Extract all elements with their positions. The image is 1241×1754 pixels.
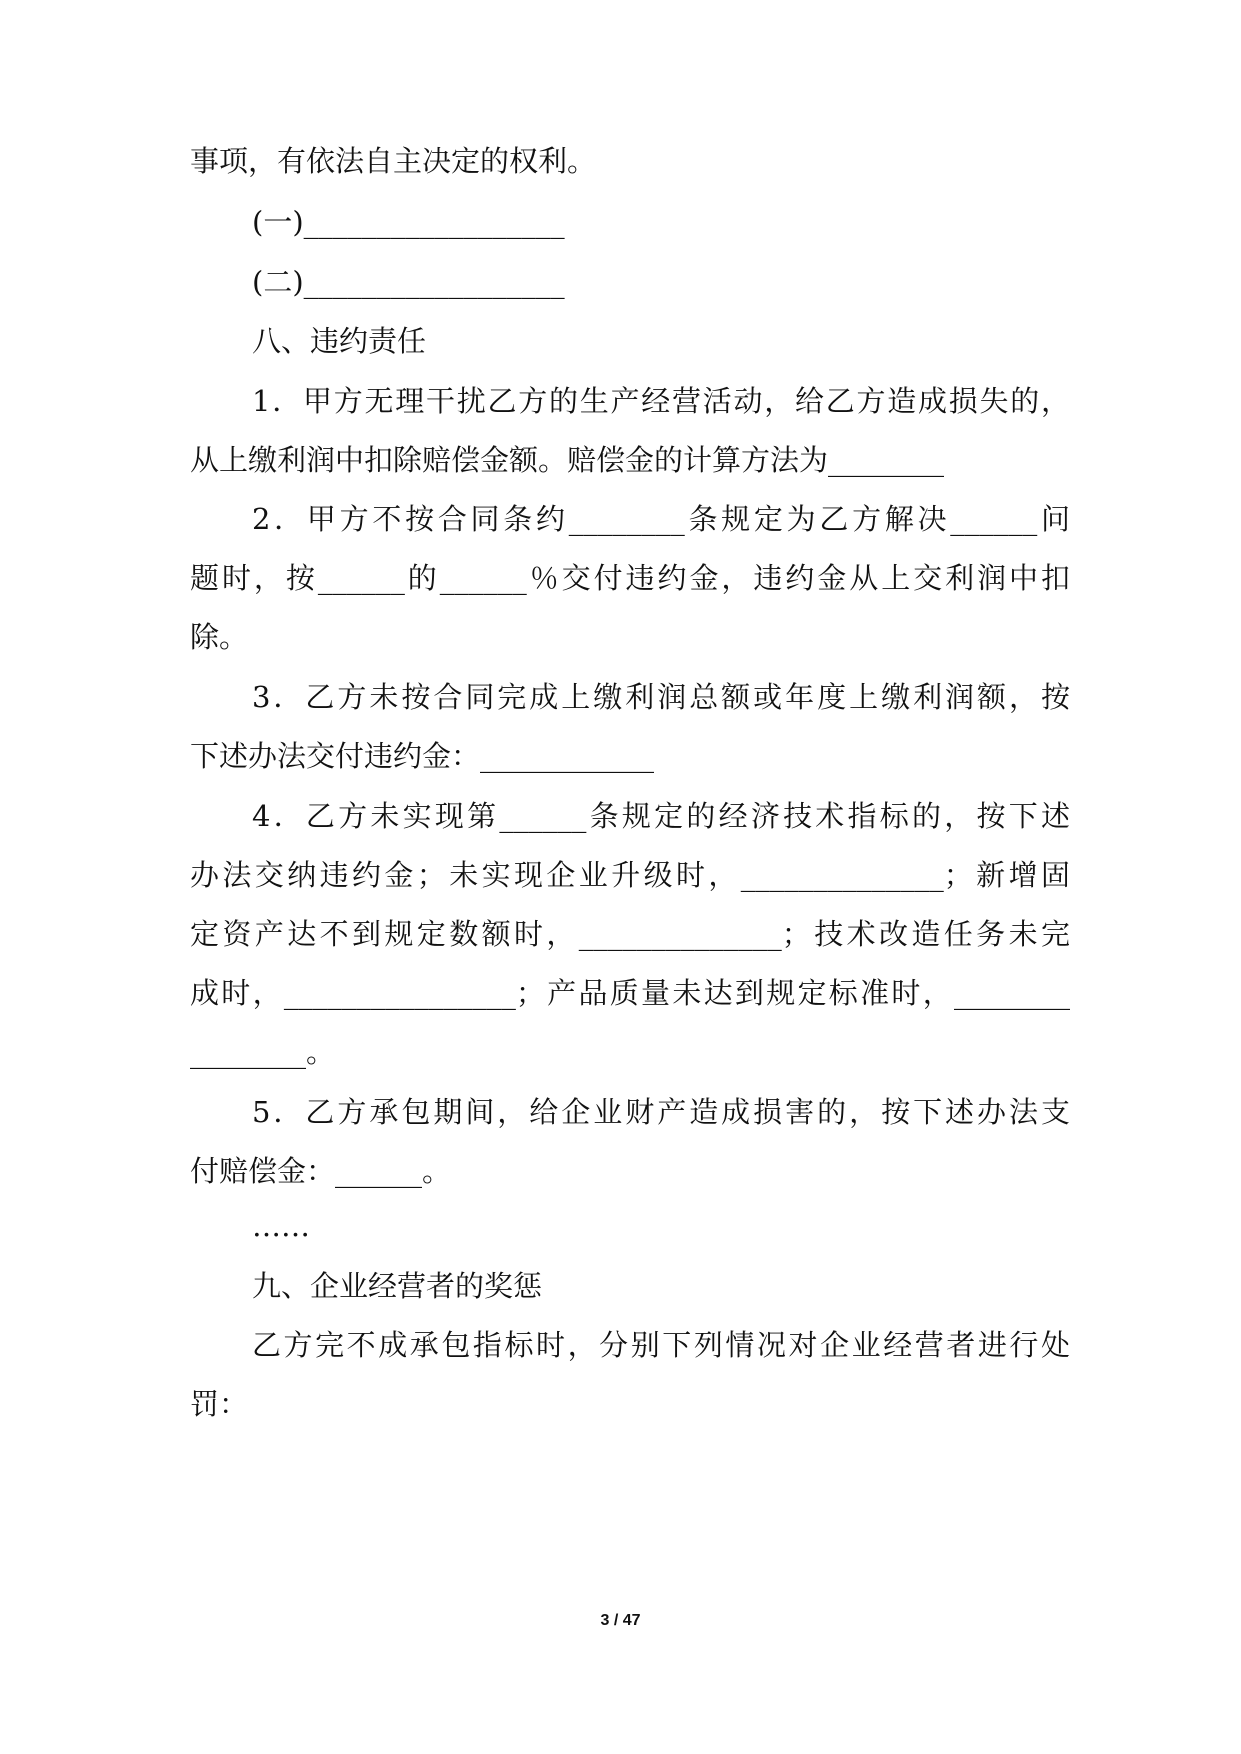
- text-line: 成时，________________；产品质量未达到规定标准时，________: [190, 976, 1070, 1010]
- text-line: 办法交纳违约金；未实现企业升级时，______________；新增固: [190, 858, 1070, 892]
- text-line: 1．甲方无理干扰乙方的生产经营活动，给乙方造成损失的，: [252, 384, 1070, 418]
- text-line: 题时，按______的______％交付违约金，违约金从上交利润中扣: [190, 561, 1070, 595]
- text-line: 4．乙方未实现第______条规定的经济技术指标的，按下述: [252, 799, 1070, 833]
- text-line: 5．乙方承包期间，给企业财产造成损害的，按下述办法支: [252, 1095, 1070, 1129]
- text-line: 事项，有依法自主决定的权利。: [190, 144, 597, 178]
- text-line: 2．甲方不按合同条约________条规定为乙方解决______问: [252, 502, 1070, 536]
- ellipsis: ……: [252, 1209, 310, 1243]
- text-line: 下述办法交付违约金：____________: [190, 739, 655, 773]
- section-heading: 八、违约责任: [252, 324, 427, 358]
- text-line: 定资产达不到规定数额时，______________；技术改造任务未完: [190, 917, 1070, 951]
- section-heading: 九、企业经营者的奖惩: [252, 1269, 543, 1303]
- blank-item-1: (一)__________________: [252, 205, 565, 239]
- text-line: 从上缴利润中扣除赔偿金额。赔偿金的计算方法为________: [190, 443, 945, 477]
- page-number: 3 / 47: [600, 1612, 641, 1629]
- text-line: ________。: [190, 1035, 336, 1069]
- text-line: 乙方完不成承包指标时，分别下列情况对企业经营者进行处: [252, 1328, 1070, 1362]
- text-line: 3．乙方未按合同完成上缴利润总额或年度上缴利润额，按: [252, 680, 1070, 714]
- blank-item-2: (二)__________________: [252, 265, 565, 299]
- text-line: 罚：: [190, 1387, 249, 1421]
- text-line: 除。: [190, 620, 249, 654]
- text-line: 付赔偿金：______。: [190, 1154, 452, 1188]
